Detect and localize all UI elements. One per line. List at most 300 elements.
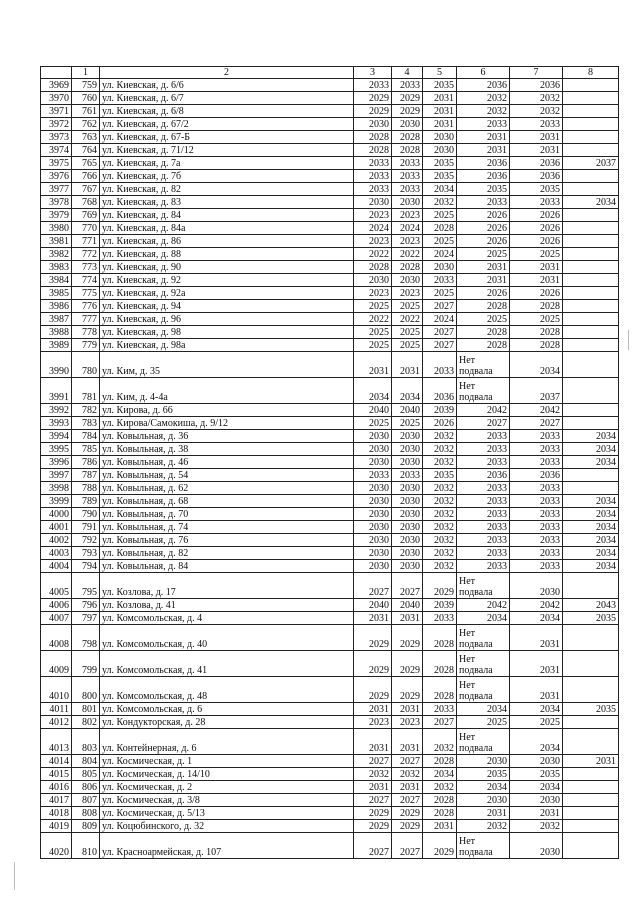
cell-address: ул. Ковыльная, д. 54 xyxy=(100,469,354,482)
cell-year-2: 2030 xyxy=(392,534,423,547)
cell-address: ул. Киевская, д. 83 xyxy=(100,196,354,209)
cell-row-number: 4002 xyxy=(41,534,72,547)
cell-address: ул. Киевская, д. 94 xyxy=(100,300,354,313)
cell-year-2: 2031 xyxy=(392,703,423,716)
cell-item-number: 803 xyxy=(72,729,100,755)
cell-year-5: 2034 xyxy=(510,729,563,755)
cell-year-5: 2037 xyxy=(510,378,563,404)
cell-year-3: 2027 xyxy=(423,339,457,352)
cell-item-number: 789 xyxy=(72,495,100,508)
table-row xyxy=(41,261,619,274)
cell-year-5: 2033 xyxy=(510,547,563,560)
cell-row-number: 3998 xyxy=(41,482,72,495)
cell-year-1: 2024 xyxy=(354,222,392,235)
cell-year-2: 2029 xyxy=(392,625,423,651)
cell-year-6 xyxy=(563,482,619,495)
cell-year-5: 2031 xyxy=(510,625,563,651)
cell-year-1: 2023 xyxy=(354,235,392,248)
cell-row-number: 4020 xyxy=(41,833,72,859)
cell-item-number: 791 xyxy=(72,521,100,534)
cell-year-6 xyxy=(563,209,619,222)
cell-year-4: 2031 xyxy=(457,274,510,287)
cell-address: ул. Ковыльная, д. 46 xyxy=(100,456,354,469)
cell-year-1: 2029 xyxy=(354,820,392,833)
cell-address: ул. Киевская, д. 84 xyxy=(100,209,354,222)
cell-row-number: 3991 xyxy=(41,378,72,404)
cell-year-2: 2030 xyxy=(392,196,423,209)
table-row xyxy=(41,79,619,92)
cell-year-3: 2028 xyxy=(423,222,457,235)
cell-address: ул. Киевская, д. 82 xyxy=(100,183,354,196)
cell-year-6 xyxy=(563,300,619,313)
cell-year-6 xyxy=(563,170,619,183)
header-cell-4: 4 xyxy=(392,67,423,79)
cell-address: ул. Контейнерная, д. 6 xyxy=(100,729,354,755)
cell-year-3: 2028 xyxy=(423,807,457,820)
cell-year-1: 2030 xyxy=(354,443,392,456)
cell-year-1: 2023 xyxy=(354,716,392,729)
cell-item-number: 774 xyxy=(72,274,100,287)
cell-year-5: 2028 xyxy=(510,339,563,352)
cell-year-4: 2032 xyxy=(457,105,510,118)
cell-year-4: 2028 xyxy=(457,300,510,313)
table-row xyxy=(41,248,619,261)
cell-year-2: 2023 xyxy=(392,716,423,729)
cell-year-6 xyxy=(563,326,619,339)
cell-year-1: 2033 xyxy=(354,79,392,92)
cell-address: ул. Ковыльная, д. 74 xyxy=(100,521,354,534)
cell-year-5: 2030 xyxy=(510,755,563,768)
cell-year-2: 2030 xyxy=(392,547,423,560)
cell-year-1: 2030 xyxy=(354,118,392,131)
cell-year-6 xyxy=(563,235,619,248)
cell-year-3: 2032 xyxy=(423,547,457,560)
cell-year-3: 2025 xyxy=(423,287,457,300)
cell-year-4: 2035 xyxy=(457,768,510,781)
cell-year-5: 2033 xyxy=(510,521,563,534)
cell-year-3: 2032 xyxy=(423,443,457,456)
cell-year-1: 2030 xyxy=(354,534,392,547)
cell-year-3: 2035 xyxy=(423,79,457,92)
cell-year-3: 2034 xyxy=(423,183,457,196)
cell-year-3: 2030 xyxy=(423,131,457,144)
header-cell-6: 6 xyxy=(457,67,510,79)
cell-address: ул. Киевская, д. 98 xyxy=(100,326,354,339)
cell-item-number: 769 xyxy=(72,209,100,222)
cell-year-6 xyxy=(563,274,619,287)
cell-item-number: 775 xyxy=(72,287,100,300)
cell-row-number: 4019 xyxy=(41,820,72,833)
table-row xyxy=(41,833,619,859)
cell-year-4: 2033 xyxy=(457,508,510,521)
cell-year-3: 2029 xyxy=(423,833,457,859)
cell-row-number: 4004 xyxy=(41,560,72,573)
table-row xyxy=(41,482,619,495)
cell-year-1: 2028 xyxy=(354,131,392,144)
cell-year-3: 2034 xyxy=(423,768,457,781)
cell-year-1: 2023 xyxy=(354,209,392,222)
cell-row-number: 3970 xyxy=(41,92,72,105)
cell-year-5: 2031 xyxy=(510,144,563,157)
cell-year-4: 2033 xyxy=(457,534,510,547)
table-row xyxy=(41,235,619,248)
cell-year-1: 2029 xyxy=(354,92,392,105)
cell-year-5: 2031 xyxy=(510,807,563,820)
cell-year-5: 2025 xyxy=(510,716,563,729)
cell-year-2: 2028 xyxy=(392,261,423,274)
cell-address: ул. Космическая, д. 5/13 xyxy=(100,807,354,820)
cell-year-1: 2033 xyxy=(354,469,392,482)
cell-address: ул. Ковыльная, д. 82 xyxy=(100,547,354,560)
cell-year-3: 2028 xyxy=(423,755,457,768)
cell-year-4: 2026 xyxy=(457,222,510,235)
cell-year-4: 2042 xyxy=(457,404,510,417)
cell-year-6 xyxy=(563,222,619,235)
cell-row-number: 3973 xyxy=(41,131,72,144)
cell-year-1: 2030 xyxy=(354,560,392,573)
cell-year-5: 2033 xyxy=(510,534,563,547)
table-row xyxy=(41,300,619,313)
cell-year-5: 2036 xyxy=(510,469,563,482)
cell-row-number: 3996 xyxy=(41,456,72,469)
cell-year-2: 2031 xyxy=(392,781,423,794)
table-row xyxy=(41,222,619,235)
cell-year-1: 2030 xyxy=(354,456,392,469)
cell-year-3: 2030 xyxy=(423,261,457,274)
cell-year-5: 2025 xyxy=(510,313,563,326)
cell-address: ул. Киевская, д. 98а xyxy=(100,339,354,352)
cell-year-1: 2030 xyxy=(354,196,392,209)
cell-year-6 xyxy=(563,183,619,196)
cell-year-6 xyxy=(563,261,619,274)
cell-year-6: 2031 xyxy=(563,755,619,768)
cell-year-4: 2036 xyxy=(457,469,510,482)
cell-item-number: 798 xyxy=(72,625,100,651)
cell-year-4: Нет подвала xyxy=(457,378,510,404)
cell-address: ул. Ковыльная, д. 36 xyxy=(100,430,354,443)
cell-item-number: 787 xyxy=(72,469,100,482)
cell-year-6 xyxy=(563,768,619,781)
cell-year-1: 2029 xyxy=(354,677,392,703)
cell-year-5: 2026 xyxy=(510,209,563,222)
table-row xyxy=(41,378,619,404)
cell-year-2: 2027 xyxy=(392,573,423,599)
cell-year-2: 2027 xyxy=(392,755,423,768)
cell-item-number: 777 xyxy=(72,313,100,326)
cell-row-number: 3975 xyxy=(41,157,72,170)
cell-year-2: 2023 xyxy=(392,209,423,222)
cell-year-2: 2030 xyxy=(392,482,423,495)
header-cell-1: 1 xyxy=(72,67,100,79)
cell-row-number: 4017 xyxy=(41,794,72,807)
cell-year-2: 2030 xyxy=(392,560,423,573)
table-row xyxy=(41,404,619,417)
table-row xyxy=(41,703,619,716)
cell-year-5: 2030 xyxy=(510,794,563,807)
cell-address: ул. Красноармейская, д. 107 xyxy=(100,833,354,859)
cell-row-number: 3984 xyxy=(41,274,72,287)
cell-year-2: 2027 xyxy=(392,833,423,859)
cell-year-3: 2028 xyxy=(423,794,457,807)
cell-year-6 xyxy=(563,729,619,755)
table-row xyxy=(41,534,619,547)
cell-row-number: 3989 xyxy=(41,339,72,352)
table-row xyxy=(41,443,619,456)
cell-year-5: 2026 xyxy=(510,235,563,248)
cell-year-4: 2033 xyxy=(457,560,510,573)
cell-year-4: 2031 xyxy=(457,807,510,820)
scan-margin-mark xyxy=(14,862,15,890)
table-body xyxy=(41,79,619,859)
cell-year-3: 2024 xyxy=(423,248,457,261)
cell-year-1: 2030 xyxy=(354,430,392,443)
cell-year-1: 2030 xyxy=(354,508,392,521)
cell-address: ул. Киевская, д. 86 xyxy=(100,235,354,248)
cell-row-number: 3988 xyxy=(41,326,72,339)
cell-address: ул. Киевская, д. 90 xyxy=(100,261,354,274)
cell-year-6: 2034 xyxy=(563,430,619,443)
cell-address: ул. Ковыльная, д. 70 xyxy=(100,508,354,521)
cell-year-1: 2031 xyxy=(354,612,392,625)
cell-address: ул. Киевская, д. 84а xyxy=(100,222,354,235)
cell-year-4: 2033 xyxy=(457,547,510,560)
cell-address: ул. Космическая, д. 1 xyxy=(100,755,354,768)
cell-item-number: 807 xyxy=(72,794,100,807)
cell-year-2: 2024 xyxy=(392,222,423,235)
cell-year-6 xyxy=(563,677,619,703)
cell-year-3: 2032 xyxy=(423,482,457,495)
cell-row-number: 4005 xyxy=(41,573,72,599)
cell-year-2: 2034 xyxy=(392,378,423,404)
cell-year-3: 2032 xyxy=(423,430,457,443)
cell-year-3: 2027 xyxy=(423,326,457,339)
cell-year-5: 2026 xyxy=(510,222,563,235)
cell-year-4: 2033 xyxy=(457,482,510,495)
cell-year-5: 2032 xyxy=(510,820,563,833)
cell-year-3: 2032 xyxy=(423,521,457,534)
cell-row-number: 4001 xyxy=(41,521,72,534)
cell-item-number: 779 xyxy=(72,339,100,352)
cell-year-5: 2034 xyxy=(510,612,563,625)
table-row xyxy=(41,560,619,573)
cell-year-5: 2030 xyxy=(510,573,563,599)
cell-row-number: 3978 xyxy=(41,196,72,209)
cell-address: ул. Ковыльная, д. 38 xyxy=(100,443,354,456)
table-row xyxy=(41,274,619,287)
cell-year-2: 2032 xyxy=(392,768,423,781)
table-header-row xyxy=(41,67,619,79)
cell-year-6 xyxy=(563,469,619,482)
cell-address: ул. Киевская, д. 6/6 xyxy=(100,79,354,92)
cell-item-number: 800 xyxy=(72,677,100,703)
cell-row-number: 3993 xyxy=(41,417,72,430)
cell-year-1: 2030 xyxy=(354,521,392,534)
cell-year-4: 2028 xyxy=(457,339,510,352)
cell-year-6 xyxy=(563,248,619,261)
table-row xyxy=(41,807,619,820)
cell-address: ул. Космическая, д. 2 xyxy=(100,781,354,794)
cell-year-6: 2034 xyxy=(563,560,619,573)
header-cell-7: 7 xyxy=(510,67,563,79)
cell-address: ул. Космическая, д. 3/8 xyxy=(100,794,354,807)
cell-year-6 xyxy=(563,79,619,92)
cell-item-number: 804 xyxy=(72,755,100,768)
cell-year-2: 2028 xyxy=(392,144,423,157)
cell-year-3: 2033 xyxy=(423,274,457,287)
cell-row-number: 3981 xyxy=(41,235,72,248)
table-row xyxy=(41,157,619,170)
cell-address: ул. Козлова, д. 41 xyxy=(100,599,354,612)
cell-row-number: 4015 xyxy=(41,768,72,781)
cell-year-5: 2031 xyxy=(510,131,563,144)
cell-year-6 xyxy=(563,287,619,300)
cell-item-number: 776 xyxy=(72,300,100,313)
cell-year-3: 2028 xyxy=(423,651,457,677)
cell-year-5: 2033 xyxy=(510,118,563,131)
cell-year-4: 2025 xyxy=(457,248,510,261)
cell-row-number: 4010 xyxy=(41,677,72,703)
cell-year-3: 2031 xyxy=(423,105,457,118)
cell-year-6 xyxy=(563,144,619,157)
cell-year-3: 2039 xyxy=(423,404,457,417)
cell-item-number: 778 xyxy=(72,326,100,339)
table-row xyxy=(41,625,619,651)
header-cell-2: 2 xyxy=(100,67,354,79)
cell-year-5: 2025 xyxy=(510,248,563,261)
table-row xyxy=(41,430,619,443)
cell-address: ул. Кондукторская, д. 28 xyxy=(100,716,354,729)
cell-year-1: 2033 xyxy=(354,170,392,183)
cell-item-number: 768 xyxy=(72,196,100,209)
table-row xyxy=(41,495,619,508)
header-cell-0 xyxy=(41,67,72,79)
cell-year-3: 2032 xyxy=(423,456,457,469)
cell-row-number: 3995 xyxy=(41,443,72,456)
cell-item-number: 786 xyxy=(72,456,100,469)
cell-year-4: 2035 xyxy=(457,183,510,196)
cell-year-2: 2027 xyxy=(392,794,423,807)
cell-year-1: 2030 xyxy=(354,495,392,508)
cell-year-4: 2033 xyxy=(457,521,510,534)
cell-year-5: 2034 xyxy=(510,352,563,378)
cell-year-2: 2030 xyxy=(392,443,423,456)
cell-row-number: 3999 xyxy=(41,495,72,508)
table-row xyxy=(41,651,619,677)
cell-year-3: 2029 xyxy=(423,573,457,599)
cell-year-2: 2022 xyxy=(392,313,423,326)
cell-year-1: 2031 xyxy=(354,703,392,716)
data-table xyxy=(40,66,619,859)
cell-year-2: 2029 xyxy=(392,651,423,677)
cell-year-1: 2027 xyxy=(354,755,392,768)
cell-row-number: 3983 xyxy=(41,261,72,274)
cell-year-1: 2023 xyxy=(354,287,392,300)
cell-year-2: 2029 xyxy=(392,92,423,105)
cell-year-2: 2025 xyxy=(392,326,423,339)
cell-year-2: 2029 xyxy=(392,677,423,703)
cell-year-5: 2028 xyxy=(510,326,563,339)
cell-year-1: 2029 xyxy=(354,651,392,677)
cell-address: ул. Киевская, д. 92 xyxy=(100,274,354,287)
cell-address: ул. Киевская, д. 67/2 xyxy=(100,118,354,131)
cell-year-5: 2036 xyxy=(510,157,563,170)
cell-row-number: 4003 xyxy=(41,547,72,560)
cell-year-3: 2031 xyxy=(423,92,457,105)
table-row xyxy=(41,768,619,781)
cell-year-2: 2040 xyxy=(392,404,423,417)
table-row xyxy=(41,339,619,352)
cell-year-3: 2036 xyxy=(423,378,457,404)
cell-year-5: 2031 xyxy=(510,651,563,677)
cell-year-3: 2035 xyxy=(423,469,457,482)
table-row xyxy=(41,755,619,768)
cell-address: ул. Ковыльная, д. 68 xyxy=(100,495,354,508)
cell-year-4: 2026 xyxy=(457,209,510,222)
cell-year-1: 2029 xyxy=(354,807,392,820)
cell-year-6 xyxy=(563,833,619,859)
cell-item-number: 773 xyxy=(72,261,100,274)
cell-row-number: 3972 xyxy=(41,118,72,131)
cell-year-1: 2028 xyxy=(354,261,392,274)
table-row xyxy=(41,469,619,482)
cell-item-number: 784 xyxy=(72,430,100,443)
cell-address: ул. Ковыльная, д. 62 xyxy=(100,482,354,495)
cell-year-3: 2024 xyxy=(423,313,457,326)
cell-item-number: 806 xyxy=(72,781,100,794)
cell-year-6: 2034 xyxy=(563,547,619,560)
cell-year-6: 2034 xyxy=(563,196,619,209)
cell-item-number: 793 xyxy=(72,547,100,560)
table-row xyxy=(41,508,619,521)
cell-year-4: 2042 xyxy=(457,599,510,612)
table-row xyxy=(41,170,619,183)
cell-year-3: 2032 xyxy=(423,508,457,521)
cell-year-2: 2033 xyxy=(392,157,423,170)
cell-year-2: 2023 xyxy=(392,287,423,300)
cell-address: ул. Киевская, д. 7б xyxy=(100,170,354,183)
cell-year-1: 2031 xyxy=(354,352,392,378)
cell-year-6 xyxy=(563,105,619,118)
cell-year-6: 2034 xyxy=(563,443,619,456)
cell-year-3: 2026 xyxy=(423,417,457,430)
cell-year-6 xyxy=(563,794,619,807)
cell-year-3: 2033 xyxy=(423,352,457,378)
cell-year-6 xyxy=(563,313,619,326)
cell-year-6 xyxy=(563,807,619,820)
cell-year-4: 2026 xyxy=(457,287,510,300)
cell-row-number: 4008 xyxy=(41,625,72,651)
cell-year-3: 2035 xyxy=(423,157,457,170)
cell-year-2: 2030 xyxy=(392,521,423,534)
cell-year-5: 2033 xyxy=(510,456,563,469)
scan-margin-mark xyxy=(628,330,629,350)
cell-address: ул. Киевская, д. 96 xyxy=(100,313,354,326)
cell-item-number: 805 xyxy=(72,768,100,781)
table-row xyxy=(41,105,619,118)
cell-year-4: 2036 xyxy=(457,157,510,170)
cell-item-number: 796 xyxy=(72,599,100,612)
cell-year-6 xyxy=(563,339,619,352)
cell-row-number: 3994 xyxy=(41,430,72,443)
cell-year-2: 2031 xyxy=(392,352,423,378)
cell-address: ул. Кирова, д. 66 xyxy=(100,404,354,417)
cell-year-5: 2034 xyxy=(510,703,563,716)
cell-year-5: 2042 xyxy=(510,404,563,417)
cell-year-1: 2029 xyxy=(354,105,392,118)
cell-year-6 xyxy=(563,118,619,131)
table-row xyxy=(41,352,619,378)
cell-item-number: 808 xyxy=(72,807,100,820)
